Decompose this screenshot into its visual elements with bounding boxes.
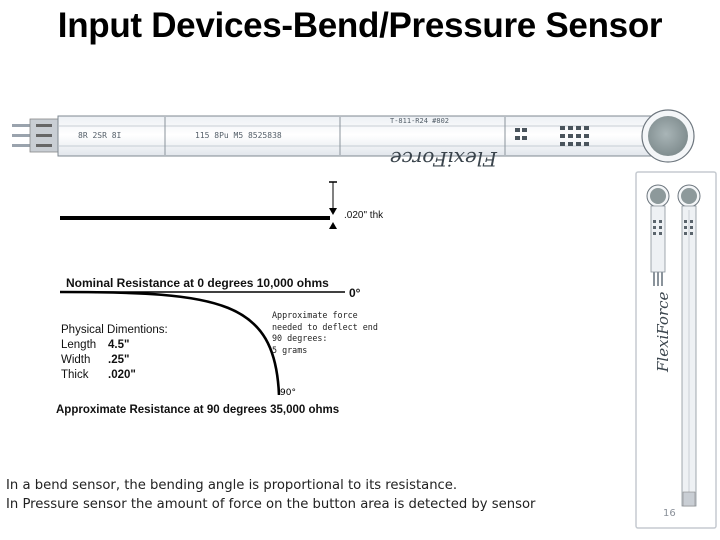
- angle-ninety-label: 90°: [280, 388, 296, 398]
- dimension-value-thick: .020": [108, 369, 136, 381]
- page-number: 16: [663, 508, 676, 519]
- svg-text:FlexiForce: FlexiForce: [654, 291, 672, 372]
- caption-line-2: In Pressure sensor the amount of force on the button area is detected by sensor: [6, 497, 536, 512]
- slide-title: Input Devices-Bend/Pressure Sensor: [57, 6, 663, 45]
- thickness-label: .020" thk: [344, 210, 384, 221]
- approx-resistance-label: Approximate Resistance at 90 degrees 35,000 ohms: [56, 404, 340, 416]
- dimension-key-length: Length: [61, 339, 97, 351]
- svg-text:T-811-R24 #802: T-811-R24 #802: [390, 117, 450, 125]
- slide-caption: [6, 476, 535, 514]
- angle-zero-label: 0°: [349, 286, 361, 300]
- dimensions-heading: Physical Dimentions:: [61, 324, 168, 336]
- caption-line-1: In a bend sensor, the bending angle is proportional to its resistance.: [6, 478, 458, 493]
- dimension-value-length: 4.5": [108, 339, 130, 351]
- svg-text:FlexiForce: FlexiForce: [389, 147, 497, 171]
- force-note: Approximate force needed to deflect end 90 degrees: 5 grams: [272, 310, 378, 355]
- nominal-resistance-label: Nominal Resistance at 0 degrees 10,000 ohms: [66, 276, 329, 290]
- dimension-value-width: .25": [108, 354, 130, 366]
- dimension-key-thick: Thick: [61, 369, 89, 381]
- dimension-key-width: Width: [61, 354, 91, 366]
- package-logo: [654, 291, 672, 373]
- svg-text:8R 2SR 8I: 8R 2SR 8I: [78, 131, 122, 140]
- svg-text:115 8Pu M5 8525838: 115 8Pu M5 8525838: [195, 131, 282, 140]
